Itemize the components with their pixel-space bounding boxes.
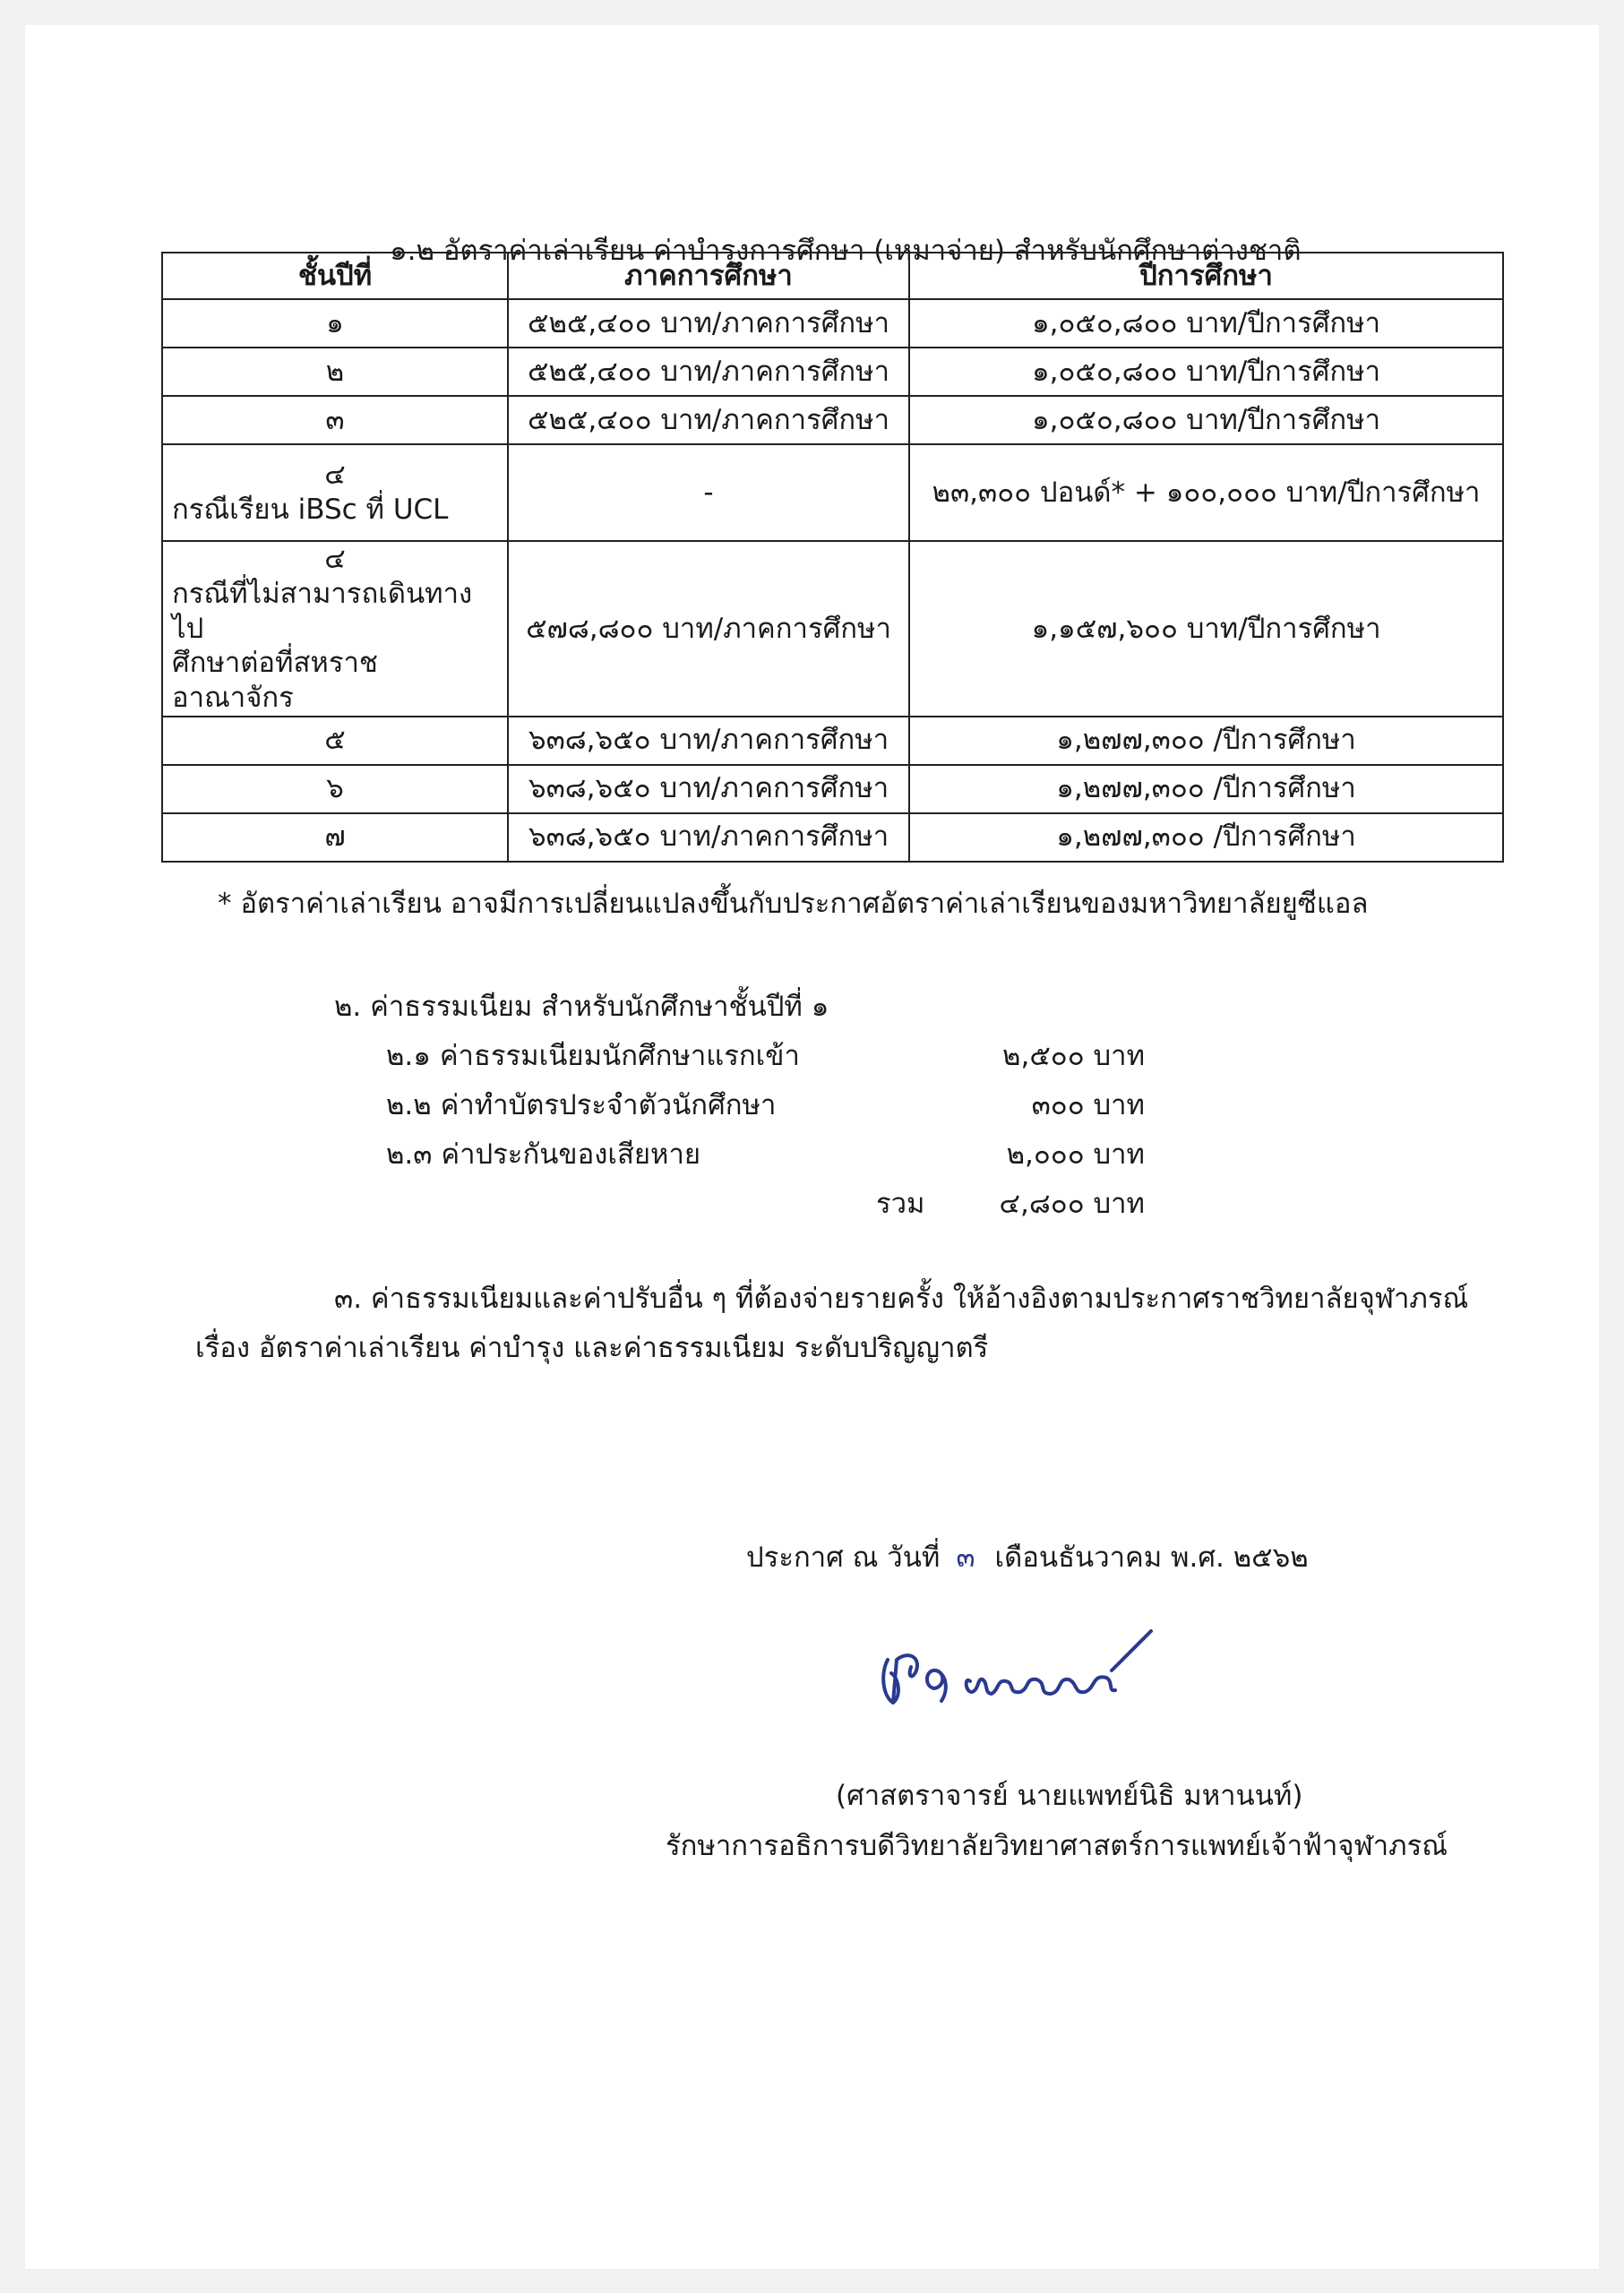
- annual-fee-cell: ๑,๒๗๗,๓๐๐ /ปีการศึกษา: [909, 765, 1503, 813]
- section1-title: ๑.๒ อัตราค่าเล่าเรียน ค่าบำรุงการศึกษา (เหมาจ่าย) สำหรับนักศึกษาต่างชาติ: [390, 235, 1302, 267]
- fee-item-amount: ๒,๕๐๐ บาท: [1002, 1040, 1145, 1072]
- table-header-row: [162, 253, 1503, 299]
- annual-fee-cell: ๑,๒๗๗,๓๐๐ /ปีการศึกษา: [909, 813, 1503, 862]
- table-row: [162, 348, 1503, 396]
- table-row: [162, 444, 1503, 541]
- annual-fee-cell: ๒๓,๓๐๐ ปอนด์* + ๑๐๐,๐๐๐ บาท/ปีการศึกษา: [909, 444, 1503, 541]
- col-header-year: ชั้นปีที่: [162, 253, 508, 299]
- section3-line2: เรื่อง อัตราค่าเล่าเรียน ค่าบำรุง และค่าธรรมเนียม ระดับปริญญาตรี: [195, 1332, 989, 1364]
- table-row: [162, 717, 1503, 765]
- semester-fee-cell: ๖๓๘,๖๕๐ บาท/ภาคการศึกษา: [508, 813, 909, 862]
- col-header-annual: ปีการศึกษา: [909, 253, 1503, 299]
- year-note-line2: ศึกษาต่อที่สหราชอาณาจักร: [172, 647, 378, 714]
- fee-item-label: ๒.๓ ค่าประกันของเสียหาย: [386, 1138, 701, 1171]
- fee-total-amount: ๔,๘๐๐ บาท: [999, 1188, 1145, 1220]
- document-page: [25, 25, 1599, 2269]
- table-row: [162, 765, 1503, 813]
- year-cell: ๑: [162, 299, 508, 348]
- section2-heading: ๒. ค่าธรรมเนียม สำหรับนักศึกษาชั้นปีที่ ๑: [334, 991, 829, 1023]
- annual-fee-cell: ๑,๐๕๐,๘๐๐ บาท/ปีการศึกษา: [909, 299, 1503, 348]
- year-cell: [162, 444, 508, 541]
- fee-item-amount: ๓๐๐ บาท: [1031, 1089, 1145, 1121]
- announcement-prefix: ประกาศ ณ วันที่: [746, 1542, 941, 1574]
- fee-item-amount: ๒,๐๐๐ บาท: [1006, 1138, 1145, 1171]
- year-number: ๔: [324, 459, 346, 492]
- handwritten-signature: [872, 1624, 1194, 1722]
- year-number: ๔: [324, 543, 346, 575]
- announcement-suffix: เดือนธันวาคม พ.ศ. ๒๕๖๒: [994, 1542, 1309, 1574]
- semester-fee-cell: ๖๓๘,๖๕๐ บาท/ภาคการศึกษา: [508, 765, 909, 813]
- table-row: [162, 541, 1503, 717]
- year-cell: ๖: [162, 765, 508, 813]
- signature-stroke: [927, 1670, 946, 1701]
- annual-fee-cell: ๑,๐๕๐,๘๐๐ บาท/ปีการศึกษา: [909, 396, 1503, 444]
- signature-stroke: [967, 1677, 1115, 1694]
- signer-position: รักษาการอธิการบดีวิทยาลัยวิทยาศาสตร์การแพทย์เจ้าฟ้าจุฬาภรณ์: [666, 1830, 1448, 1862]
- semester-fee-cell: ๕๒๕,๔๐๐ บาท/ภาคการศึกษา: [508, 299, 909, 348]
- semester-fee-cell: ๕๒๕,๔๐๐ บาท/ภาคการศึกษา: [508, 348, 909, 396]
- table-footnote: * อัตราค่าเล่าเรียน อาจมีการเปลี่ยนแปลงขึ้นกับประกาศอัตราค่าเล่าเรียนของมหาวิทยาลัยยูซีแอล: [218, 888, 1369, 920]
- annual-fee-cell: ๑,๐๕๐,๘๐๐ บาท/ปีการศึกษา: [909, 348, 1503, 396]
- year-cell: [162, 541, 508, 717]
- fee-item-label: ๒.๒ ค่าทำบัตรประจำตัวนักศึกษา: [386, 1089, 777, 1121]
- tuition-table: [161, 252, 1504, 863]
- fee-item-label: ๒.๑ ค่าธรรมเนียมนักศึกษาแรกเข้า: [386, 1040, 800, 1072]
- section3-line1: ๓. ค่าธรรมเนียมและค่าปรับอื่น ๆ ที่ต้องจ่ายรายครั้ง ให้อ้างอิงตามประกาศราชวิทยาลัยจุฬาภรณ์: [334, 1283, 1469, 1315]
- year-cell: ๓: [162, 396, 508, 444]
- year-note: กรณีเรียน iBSc ที่ UCL: [172, 494, 449, 526]
- fee-total-label: รวม: [876, 1188, 925, 1220]
- col-header-semester: ภาคการศึกษา: [508, 253, 909, 299]
- announcement-date: [746, 1534, 1309, 1579]
- semester-fee-cell: ๕๗๘,๘๐๐ บาท/ภาคการศึกษา: [508, 541, 909, 717]
- table-row: [162, 813, 1503, 862]
- year-note-line1: กรณีที่ไม่สามารถเดินทางไป: [172, 577, 473, 645]
- semester-fee-cell: ๖๓๘,๖๕๐ บาท/ภาคการศึกษา: [508, 717, 909, 765]
- semester-fee-cell: ๕๒๕,๔๐๐ บาท/ภาคการศึกษา: [508, 396, 909, 444]
- signer-name: (ศาสตราจารย์ นายแพทย์นิธิ มหานนท์): [836, 1780, 1303, 1812]
- annual-fee-cell: ๑,๑๕๗,๖๐๐ บาท/ปีการศึกษา: [909, 541, 1503, 717]
- announcement-day: ๓: [956, 1542, 975, 1574]
- year-cell: ๗: [162, 813, 508, 862]
- annual-fee-cell: ๑,๒๗๗,๓๐๐ /ปีการศึกษา: [909, 717, 1503, 765]
- table-row: [162, 299, 1503, 348]
- signature-stroke: [1112, 1631, 1151, 1670]
- year-cell: ๒: [162, 348, 508, 396]
- table-row: [162, 396, 1503, 444]
- signature-stroke: [883, 1655, 917, 1703]
- semester-fee-cell: -: [508, 444, 909, 541]
- year-cell: ๕: [162, 717, 508, 765]
